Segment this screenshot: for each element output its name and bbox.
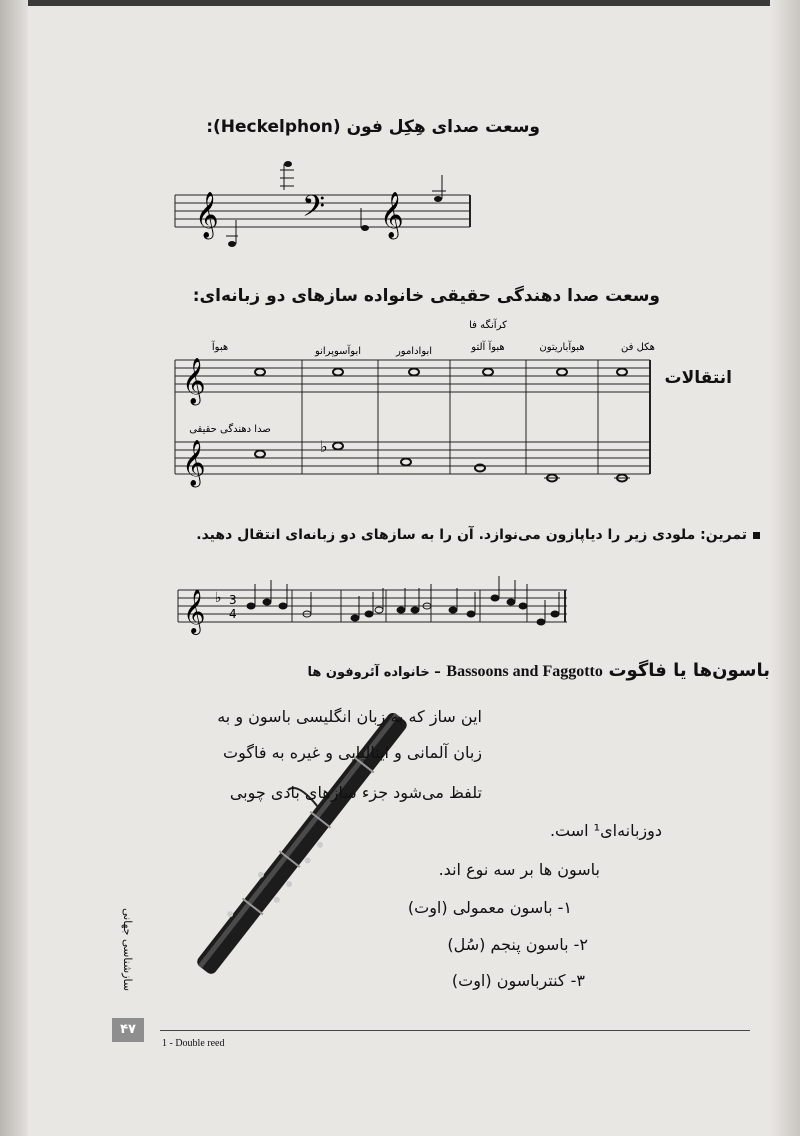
instrument-label-2: هبوآ آلتو [471, 342, 505, 353]
book-gutter [0, 0, 28, 1136]
bassoon-heading-fa: باسون‌ها یا فاگوت [608, 660, 770, 681]
book-title-sidebar: سازشناسی جهانی [121, 908, 134, 992]
footnote: 1 - Double reed [162, 1038, 225, 1049]
type-item-2: ۳- کنترباسون (اوت) [451, 971, 585, 990]
type-item-0: ۱- باسون معمولی (اوت) [407, 898, 572, 917]
svg-text:♭: ♭ [215, 590, 222, 606]
note-low [226, 220, 238, 247]
svg-text:3: 3 [229, 593, 237, 607]
paragraph-line-4: باسون ها بر سه نوع اند. [438, 860, 600, 879]
melody-notes [247, 576, 559, 625]
instrument-label-4: ابوآسوپرانو [314, 346, 362, 357]
instrument-label-5: هبوآ [211, 342, 229, 353]
heckelphone-range-staff [170, 150, 480, 260]
instrument-label-1: هبوآباریتون [539, 342, 585, 353]
real-sound-label: صدا دهندگی حقیقی [189, 424, 271, 435]
treble-clef-top-icon [182, 358, 206, 406]
treble-clef-bottom-icon [182, 440, 206, 488]
svg-text:𝄞: 𝄞 [182, 440, 206, 486]
treble-clef-icon [195, 192, 219, 240]
top-row-notes [255, 369, 627, 376]
page-number: ۴۷ [112, 1018, 144, 1042]
treble-clef-icon-3 [183, 589, 205, 635]
heckelphone-heading: وسعت صدای هِکِل فون (Heckelphon): [206, 117, 540, 137]
note-high [280, 161, 294, 190]
svg-text:𝄞: 𝄞 [182, 358, 206, 404]
exercise-melody-staff [175, 570, 575, 640]
bassoon-heading [307, 660, 770, 681]
paragraph-line-2: تلفظ می‌شود جزء سازهای بادی چوبی [229, 783, 482, 802]
range-heading: وسعت صدا دهندگی حقیقی خانواده سازهای دو زبانه‌ای: [192, 286, 660, 306]
svg-text:𝄢: 𝄢 [302, 190, 326, 231]
exercise-text: تمرین: ملودی زیر را دیاپازون می‌نوازد. آن را به سازهای دو زبانه‌ای انتقال دهید. [196, 527, 760, 543]
transposition-label: انتقالات [664, 368, 732, 388]
transposition-table [170, 312, 660, 492]
type-item-1: ۲- باسون پنجم (سُل) [447, 935, 588, 954]
treble-clef-icon-2 [380, 192, 404, 240]
svg-text:4: 4 [229, 607, 237, 621]
bassoon-heading-family: – خانواده آئروفون ها [307, 665, 441, 680]
scan-edge [0, 0, 800, 6]
note-top [432, 175, 446, 202]
paragraph-line-0: این ساز که به زبان انگلیسی باسون و به [217, 707, 482, 726]
page-edge [770, 0, 800, 1136]
bottom-row-notes [255, 443, 627, 482]
footnote-divider [160, 1030, 750, 1031]
key-flat-icon [215, 590, 222, 606]
svg-text:𝄞: 𝄞 [195, 192, 219, 238]
english-horn-label: کرآنگه فا [469, 320, 507, 331]
time-signature [229, 593, 237, 621]
bullet-square-icon [753, 532, 760, 539]
flat-icon [320, 437, 328, 456]
paragraph-line-1: زبان آلمانی و ایتالیایی و غیره به فاگوت [223, 743, 482, 762]
instrument-label-0: هکل فن [621, 342, 655, 353]
svg-text:𝄞: 𝄞 [183, 589, 206, 633]
bassoon-heading-en: Bassoons and Faggotto [446, 663, 603, 680]
svg-text:𝄞: 𝄞 [380, 192, 404, 238]
paragraph-line-3: دوزبانه‌ای¹ است. [549, 821, 662, 840]
svg-text:♭: ♭ [320, 437, 328, 456]
bass-clef-icon [302, 190, 325, 231]
instrument-label-3: ابوادامور [395, 346, 433, 357]
